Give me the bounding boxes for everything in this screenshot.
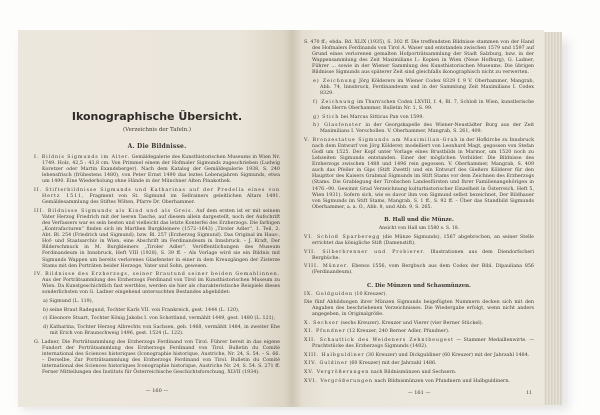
entry-x-lead: X. Sechser: [304, 320, 339, 326]
entry-xiv-text: (60 Kreuzer) mit der Jahrzahl 1486.: [349, 361, 437, 367]
entry-xi: [304, 329, 534, 335]
entry-xv-text: nach Bildnismünzen und Sechsern.: [370, 369, 457, 375]
section-b-title: B. Hall und die Münze.: [384, 216, 454, 223]
entry-h: [304, 123, 534, 135]
entry-e: [304, 79, 534, 97]
entry-x: [304, 321, 534, 327]
entry-g: [304, 115, 534, 121]
entry-x-text: (sechs Kreuzer). Kreuzer und Vierer (vier Berner Stückel).: [340, 320, 484, 326]
entry-f-text: im Thurn'schen Codex LXVIII, f. 4, Bl. 7, Schloß in Wien, kunstlerische dem Herrn Oberhammer. Bulletin Nr. 1, S. 99.: [320, 99, 535, 111]
page-heading: Ikonographische Übersicht.: [71, 110, 243, 123]
left-page-content: [34, 38, 280, 398]
section-a-title: A. Die Bildnisse.: [127, 143, 187, 150]
left-page: [18, 30, 292, 407]
open-book: [18, 30, 562, 407]
right-page-content: [304, 40, 534, 400]
entry-ii: [34, 188, 280, 206]
entry-xiii: [304, 353, 534, 359]
entry-iii: [34, 209, 280, 270]
entry-e-lead: e) Zeichnung: [313, 79, 357, 85]
page-edges: [544, 32, 562, 405]
entry-xvi-text: nach Bildnismünzen von Pfundnern und Halbguldinern.: [374, 378, 510, 384]
entry-xiv-lead: XIV. Guldiner: [304, 361, 348, 367]
entry-ii-lead: II. Stifterbildnisse Sigmunds und Katharinas auf der Predella eines von Hertz 1511,: [34, 187, 280, 200]
entry-xii-lead: XII. Schauttick des Weideners Zehntbeugest: [304, 338, 454, 344]
entry-i: [34, 155, 280, 185]
entry-g-text: bei Marcus Sitticus Pan von 1599.: [340, 114, 424, 120]
entry-xv: [304, 370, 534, 376]
entry-xv-lead: XV. Vergrößerungen: [304, 369, 370, 375]
entry-xi-lead: XI. Pfundner: [304, 329, 346, 335]
entry-vii-lead: VII. Silberbrenner und Probierer.: [304, 249, 426, 255]
coin-note-text: Die fünf Abbildungen ihrer Münzen Sigmunds beigefügten Nummern decken sich mit den Angaben des beschriebenen Verzeichnisses. Die Wiedergabe erfolgt, wenn nicht anders angegeben, in Originalgröße.: [304, 300, 534, 318]
right-page-number: — 161 —: [407, 390, 431, 396]
coin-note: [304, 300, 534, 318]
right-top-text: S. 470 ff.; ebda. Bd. XLIX (1935), S. 302 ff. Die treffendsten Bildnisse stammen von der Hand des Hofmalers Ferdinands von Tirol A. Waser und entstanden zwischen 1579 und 1597 auf Grund eines verlorenen gemalten Hofporträtsammlung der Stadt Salzburg, bzw. in der Wappensammlung des Zeit Maximilians I.: Kopien in Wien (Neue Hofburg), G. Ladner, Führer ... sowie in der Wiener Sammlung des Kunsthistorischen Museums. Die übrigen Bildnisse Sigmunds aus späterer Zeit sind gleichfalls ikonographisch nicht zu verwerten.: [304, 40, 534, 76]
entry-f: [304, 100, 534, 112]
entry-iv-lead: IV. Bildnisse des Erzherzogs, seiner Brautund seiner beiden Gemahlinnen.: [34, 272, 280, 278]
entry-xii: [304, 338, 534, 350]
entry-h-text: in der Georgskapelle des Wiener-Neustädter Burg aus der Zeit Maximilians I. Verschollen. V. Oberhammer, Mangrab, S. 261, 409.: [320, 123, 535, 135]
entry-v-text: in der Hofkirche zu Innsbruck nach dem Entwurf von Jörg Kölderer, modelliert von Leonhard Magt, gegossen von Stefan Godl um 1525. Der Kopf unter Vorlage eines Brustbilds in Marmor, um 1520 noch zu Lebzeiten Sigmunds entstanden. Einer der möglichen Vorbilder. Die Bildnisse des Erzherzogs zwischen 1488 und 1496 rein gegossen. V. Oberhammer, Mangrab, S. 409 auch das Pfeiler in Gips (Stift Zwettl) und ein Entwurf des Gießers Kölderer für den Haupttor des Kaisers Grabmal Sigmunds im Stift Stams vor dem Zeichnen des Erzherzogs (Stams. Die Grablegung der Tirolischen Landesfürsten und Ihrer Familienangehörigen in 1476.–90. Gewinnt Grad Verzeichnung kulturhistorischer Einzelheit in Österreich, Heft 5, Wien 1931). Sofern sich, wie es davor ihm von Sigmund selbst bezeichnet, Der Bildhauer von Sigmunds im Stift Stams, Mangrab, S. 1 ff., S. 92 ff. – Über das Standbild Sigmunds Oberhammer, a. a. O., Abb. 8, und Abb. 9, S. 265.: [312, 137, 534, 210]
entry-xiii-text: (30 Kreuzer) und Dickguldiner (60 Kreuzer) mit der Jahrzahl 1484.: [366, 352, 530, 358]
entry-vi-text: (die Münze Sigmunds), 1567 abgebrochen, an seiner Stelle errichtet das königliche Stift (Damenstift).: [312, 234, 534, 247]
entry-v: [304, 138, 534, 211]
entry-e-text: Jörg Kölderers im Wiener Codex 8329 f. 9 V. Oberhammer, Mangrab, Abb. 74, Innsbruck, Ferdinandeum und in der Sammlung Zeit Maximilians I. Codex 8329.: [320, 79, 535, 97]
subentry-b: b) seine Braut Radegund, Tochter Karls VII. von Frankreich, gest. 1444 (L. 120),: [43, 307, 240, 313]
entry-g-lead: g) Stich: [313, 114, 340, 120]
subentry-a: a) Sigmund (L. 119),: [43, 299, 94, 305]
entry-xiv: [304, 361, 534, 367]
entry-iv: [34, 272, 280, 296]
entry-i-lead: I. Bildnis Sigmunds im Alter.: [34, 155, 131, 160]
right-page: [292, 30, 544, 407]
entry-vii: [304, 250, 534, 262]
subentry-d: d) Katharina, Tochter Herzog Albrechts von Sachsen, geb. 1468, vermählt 1484, in zweiter Ehe mit Erich von Braunschweig 1496, gest. 1524 (L. 122).: [43, 324, 280, 336]
entry-xii-text: — Stammer Medaillenwirte. — Prachtstücke des Erzherzogs Sigmunds (1482).: [312, 338, 534, 350]
closing-note: G. Ladner, Die Porträtsammlung des Erzherzogs Ferdinand von Tirol. Führer bereit in das eigene Fundort der Porträtsammlung des Erzherzogs Ferdinand von Tirol. Bulletin du Comité international des Sciences historiques (Iconographie historique, Austriche, Nr. 24, S. 54. – S. 66. – Derselbe, Zur Porträtsammlung des Erzherzogs Ferdinand von Tirol. Bulletin du Comité international des Sciences historiques Iconographie historique, Austriche Nr. 24, S. 54. S. 271 ff. Ferner Mitteilungen des Instituts für Österreichische Geschichtsforschung, XLVII (1934).: [34, 339, 280, 375]
entry-xvi-lead: XVI. Vergrößerungen: [304, 378, 373, 384]
entry-viii: [304, 264, 534, 276]
subentry-c: c) Eleonore Stuart, Tochter König Jakobs I. von Schottland, vermählt 1449, gest. 1480 (L. 121),: [43, 316, 276, 322]
entry-viii-lead: VIII. Münzer.: [304, 264, 349, 270]
entry-i-text: Gemäldegalerie des Kunsthistorischen Museums in Wien Nr. 1749. Holz, 42,5 : 43,8 cm. Von Primmel einem der Hofmaler Sigmunds zugeschrieben (Ludwig Koretzer oder Martin Exandsberger). Nach dem Katalog der Gemäldegalerie 1938, S. 240 lebensfrisch (frühestens 1480), von Peter Ernst 1490 das leztes Lebensjahren Sigmunds, etwa um 1490. Eine Wiederholung ohne Hände in der Münchner Alten Pinakothek.: [42, 155, 280, 185]
entry-xiii-lead: XIII. Halbguldiner: [304, 352, 365, 358]
entry-vii-text: Illustrationen aus dem Diendorfscheri Bergbüche.: [312, 249, 534, 261]
section-b-subtitle: Ansicht von Hall um 1580 s. S. 18.: [378, 225, 460, 231]
entry-vi-lead: VI. Schloß Sparberegg: [304, 234, 381, 240]
entry-iv-text: Aus der Porträtsammlung des Erzherzogs Ferdinand von Tirol im Kunsthistorischen Museum zu Wien. Da Kunstgeschichtlich fast werthlos, werden sie hier als charakteristische Beispiele dieses sonderlichsten von G. Ladner eingehend untersuchten Bestandes abgebildet:: [42, 278, 280, 296]
entry-ix-text: (10 Kreuzer).: [354, 291, 387, 297]
left-page-number: — 160 —: [145, 388, 169, 394]
section-c-title: C. Die Münzen und Schaumünzen.: [367, 282, 471, 289]
entry-xi-text: (12 Kreuzer, 240 Berner Adler, Pfundner).: [347, 329, 450, 335]
entry-ii-text: Fragment von St. Sigmund im Sellrainers geleitlichen Altars 1491. Gemäldesammlung des Stiftes Wilten, Pfarre Dr. Oberhammer.: [42, 194, 280, 206]
entry-h-lead: h) Glasfenster: [313, 123, 362, 129]
entry-f-lead: f) Zeichnung: [313, 99, 356, 105]
entry-ix-lead: IX. Goldgulden: [304, 291, 353, 297]
corner-number: 11: [526, 391, 532, 396]
entry-v-lead: V. Bronzestatue Sigmunds am Maximilian-Grab: [304, 137, 459, 143]
entry-vi: [304, 235, 534, 247]
page-subheading: (Verzeichnis der Tafeln.): [122, 127, 192, 133]
entry-ix: [304, 292, 534, 298]
entry-viii-text: Ebenso 1556, vom Bergbuch aus dem Codex der Bibl. Dipauliana 856 (Ferdinandeum).: [312, 264, 534, 276]
entry-xvi: [304, 379, 534, 385]
entry-iii-lead: III. Bildnisse Sigmunds als Kind und als Greis.: [34, 208, 194, 214]
entry-iii-text: Auf dem ersten ist er mit seinem Vater Herzog Friedrich mit der leeren Tasche, auf diesem allein dargestellt, noch der Aufschrift des Verfassers war es sein besten und vielleicht das letzte Konterfei des Erzherzogs. Die farbigen „Kontrafacturen“ finden sich im Marthen Burgkleinere (1572–1643) „Tiroler Adler“, 1. Teil, 2. Abt. Bl. 254 (Friedrich und Sigmund), bzw. Bl. 257 (Erzherzog Sigmund). Das Original im Haus-, Hof- und Staatsarchiv in Wien, eine Abschrift im Ferdinandeum in Innsbruck. – J. Kraft, Der Bilderschmuck in M. Burgkleiners „Tiroler Adler“. Veröffentlichungen des Museum Ferdinandeum in Innsbruck, Heft VIII (1928), S. 39 ff. – Als Vorlage wird sie ein Bildnis mit Sigmunds Wappen um bereits verlorenes Glasfenster in einer in dem Kreuzgängen der Zisterze Stams mit den Porträten beider Herzoge, Vater und Sohn, gewesen.: [42, 208, 280, 269]
